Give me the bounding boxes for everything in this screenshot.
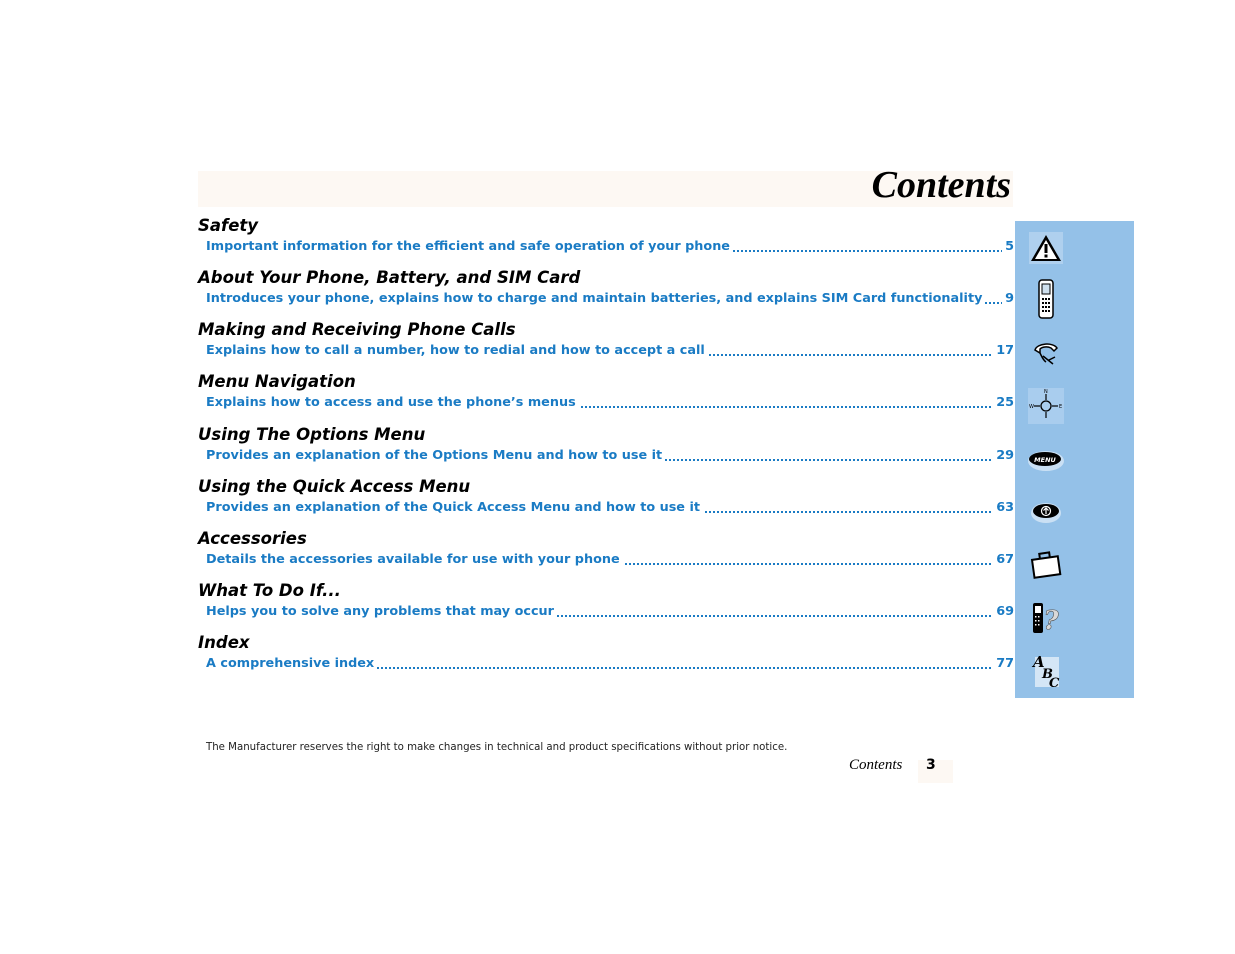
section-title[interactable]: Safety	[198, 216, 259, 235]
section-description: Explains how to access and use the phone’s menus	[206, 395, 579, 410]
section-title[interactable]: Menu Navigation	[198, 372, 356, 391]
toc-entry-options-menu[interactable]	[198, 425, 1014, 465]
page-title: Contents	[871, 164, 1011, 206]
toc-entry-menu-navigation[interactable]	[198, 372, 1014, 412]
footer-label: Contents	[849, 757, 903, 773]
section-title[interactable]: Using The Options Menu	[198, 425, 426, 444]
section-desc[interactable]	[206, 394, 1014, 412]
menu-key-icon	[1027, 441, 1065, 479]
section-desc[interactable]	[206, 603, 1014, 621]
briefcase-icon	[1027, 545, 1065, 583]
svg-text:A: A	[1033, 653, 1045, 671]
section-desc[interactable]	[206, 655, 1014, 673]
toc-entry-index[interactable]	[198, 633, 1014, 673]
section-title[interactable]: What To Do If...	[198, 581, 341, 600]
svg-text:?: ?	[1043, 606, 1059, 636]
svg-text:B: B	[1042, 667, 1053, 682]
quick-access-key-icon	[1027, 493, 1065, 531]
page-number: 67	[993, 551, 1014, 569]
svg-text:E: E	[1059, 404, 1063, 410]
page-number: 69	[993, 603, 1014, 621]
section-title[interactable]: Accessories	[198, 529, 307, 548]
page-number: 17	[993, 342, 1014, 360]
svg-text:W: W	[1029, 404, 1034, 410]
disclaimer: The Manufacturer reserves the right to make changes in technical and product specifications without prior notice.	[206, 742, 788, 753]
section-desc[interactable]	[206, 238, 1014, 256]
section-description: A comprehensive index	[206, 656, 377, 671]
svg-text:N: N	[1044, 389, 1048, 395]
section-title[interactable]: Using the Quick Access Menu	[198, 477, 471, 496]
section-description: Important information for the efficient and safe operation of your phone	[206, 239, 733, 254]
section-description: Provides an explanation of the Options Menu and how to use it	[206, 448, 665, 463]
svg-text:C: C	[1049, 676, 1060, 689]
toc-entry-accessories[interactable]	[198, 529, 1014, 569]
page-number: 25	[993, 394, 1014, 412]
mobile-phone-icon	[1027, 280, 1065, 318]
section-desc[interactable]	[206, 290, 1014, 308]
footer-page-number: 3	[926, 757, 936, 773]
section-title[interactable]: About Your Phone, Battery, and SIM Card	[198, 268, 581, 287]
section-description: Provides an explanation of the Quick Access Menu and how to use it	[206, 500, 703, 515]
section-desc[interactable]	[206, 447, 1014, 465]
page-number: 9	[1002, 290, 1014, 308]
section-description: Explains how to call a number, how to redial and how to accept a call	[206, 343, 708, 358]
page-number: 63	[993, 499, 1014, 517]
handset-icon	[1027, 334, 1065, 372]
section-desc[interactable]	[206, 499, 1014, 517]
page-number: 77	[993, 655, 1014, 673]
abc-index-icon	[1027, 651, 1065, 689]
page-number: 29	[993, 447, 1014, 465]
page-number: 5	[1002, 238, 1014, 256]
section-title[interactable]: Index	[198, 633, 250, 652]
svg-text:MENU: MENU	[1034, 456, 1056, 464]
section-description: Introduces your phone, explains how to charge and maintain batteries, and explains SIM Card functionality	[206, 291, 985, 306]
section-desc[interactable]	[206, 551, 1014, 569]
navigation-key-icon	[1027, 387, 1065, 425]
section-description: Helps you to solve any problems that may occur	[206, 604, 557, 619]
warning-triangle-icon	[1027, 229, 1065, 267]
section-desc[interactable]	[206, 342, 1014, 360]
section-description: Details the accessories available for use with your phone	[206, 552, 623, 567]
toc-entry-phone-calls[interactable]	[198, 320, 1014, 360]
toc-entry-safety[interactable]	[198, 216, 1014, 256]
toc-entry-what-to-do-if[interactable]	[198, 581, 1014, 621]
toc-entry-about-phone[interactable]	[198, 268, 1014, 308]
phone-question-icon	[1027, 599, 1065, 637]
toc-entry-quick-access-menu[interactable]	[198, 477, 1014, 517]
section-title[interactable]: Making and Receiving Phone Calls	[198, 320, 516, 339]
